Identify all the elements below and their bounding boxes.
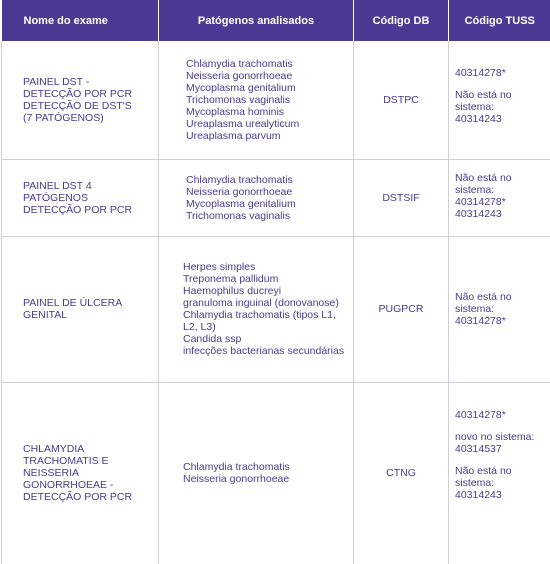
tuss-value: Não está no sistema: bbox=[455, 464, 512, 489]
tuss-value: 40314537 bbox=[455, 442, 502, 455]
pathogen-item: Neisseria gonorrhoeae bbox=[183, 473, 290, 486]
exam-name-cell bbox=[2, 382, 159, 564]
exam-name-cell bbox=[2, 159, 159, 236]
exam-name-line: DETECÇÃO DE DST'S bbox=[23, 99, 132, 112]
tuss-value: 40314278* bbox=[455, 67, 506, 79]
pathogens-cell bbox=[159, 382, 354, 564]
header-exam-name: Nome do exame bbox=[2, 0, 159, 41]
pathogen-item: Ureaplasma urealyticum bbox=[186, 117, 300, 130]
code-db-cell: CTNG bbox=[354, 382, 449, 564]
exam-name-line: PATÓGENOS bbox=[23, 191, 88, 204]
exam-name-line: GONORRHOEAE - bbox=[23, 479, 114, 492]
code-db-cell: DSTPC bbox=[354, 41, 449, 159]
header-code-tuss: Código TUSS bbox=[449, 0, 550, 41]
pathogens-cell bbox=[159, 236, 354, 382]
pathogen-item: Chlamydia trachomatis bbox=[183, 461, 290, 474]
table-header-row bbox=[2, 0, 550, 41]
code-db-cell: DSTSIF bbox=[354, 159, 449, 236]
exam-name-line: (7 PATÓGENOS) bbox=[23, 111, 104, 124]
code-tuss-cell bbox=[449, 236, 550, 382]
exam-name-line: PAINEL DST - bbox=[23, 75, 90, 88]
exam-table bbox=[1, 0, 550, 564]
pathogen-item: Chlamydia trachomatis bbox=[186, 57, 293, 70]
pathogen-item: Mycoplasma hominis bbox=[186, 105, 285, 118]
tuss-value: 40314243 bbox=[455, 488, 502, 501]
code-tuss-cell bbox=[449, 159, 550, 236]
pathogen-item: infecções bacterianas secundárias bbox=[183, 345, 345, 357]
table-row bbox=[2, 159, 550, 236]
exam-name-line: PAINEL DE ÚLCERA bbox=[23, 297, 123, 309]
code-tuss-cell bbox=[449, 382, 550, 564]
exam-name-cell bbox=[2, 236, 159, 382]
tuss-value: 40314243 bbox=[455, 113, 502, 125]
tuss-value: 40314278* bbox=[455, 195, 506, 208]
tuss-value: 40314278* bbox=[455, 408, 506, 421]
exam-name-line: PAINEL DST 4 bbox=[23, 179, 92, 192]
tuss-value: novo no sistema: bbox=[455, 430, 535, 443]
pathogen-item: Neisseria gonorrhoeae bbox=[186, 69, 293, 82]
table-row bbox=[2, 41, 550, 159]
tuss-value: Não está no sistema: bbox=[455, 89, 512, 113]
exam-name-line: DETECÇÃO POR PCR bbox=[23, 203, 133, 216]
table-row bbox=[2, 382, 550, 564]
exam-name-line: DETECÇÃO POR PCR bbox=[23, 491, 133, 504]
header-pathogens: Patógenos analisados bbox=[159, 0, 354, 41]
tuss-value: 40314243 bbox=[455, 207, 502, 220]
exam-name-line: DETECÇÃO POR PCR bbox=[23, 87, 133, 100]
code-tuss-cell bbox=[449, 41, 550, 159]
pathogen-item: Neisseria gonorrhoeae bbox=[186, 185, 293, 198]
pathogen-item: granuloma inguinal (donovanose) Chlamydia trachomatis (tipos L1, L2, L3) bbox=[183, 297, 339, 333]
pathogen-item: Mycoplasma genitalium bbox=[186, 81, 296, 94]
tuss-value: Não está no sistema: bbox=[455, 291, 512, 315]
pathogen-item: Treponema pallidum bbox=[183, 273, 279, 285]
pathogen-item: Ureaplasma parvum bbox=[186, 129, 281, 142]
tuss-value: Não está no sistema: bbox=[455, 171, 512, 196]
pathogen-item: Herpes simples bbox=[183, 261, 256, 273]
table-row bbox=[2, 236, 550, 382]
exam-name-line: NEISSERIA bbox=[23, 467, 80, 480]
code-db-cell: PUGPCR bbox=[354, 236, 449, 382]
pathogens-cell bbox=[159, 41, 354, 159]
exam-name-cell bbox=[2, 41, 159, 159]
pathogen-item: Trichomonas vaginalis bbox=[186, 93, 291, 106]
pathogen-item: Mycoplasma genitalium bbox=[186, 197, 296, 210]
pathogens-cell bbox=[159, 159, 354, 236]
tuss-value: 40314278* bbox=[455, 315, 506, 327]
exam-name-line: CHLAMYDIA bbox=[23, 443, 85, 456]
pathogen-item: Chlamydia trachomatis bbox=[186, 173, 293, 186]
header-code-db: Código DB bbox=[354, 0, 449, 41]
exam-name-line: TRACHOMATIS E bbox=[23, 455, 109, 468]
pathogen-item: Candida ssp bbox=[183, 333, 242, 345]
pathogen-item: Trichomonas vaginalis bbox=[186, 209, 291, 222]
exam-name-line: GENITAL bbox=[23, 309, 68, 321]
pathogen-item: Haemophilus ducreyi bbox=[183, 285, 282, 297]
